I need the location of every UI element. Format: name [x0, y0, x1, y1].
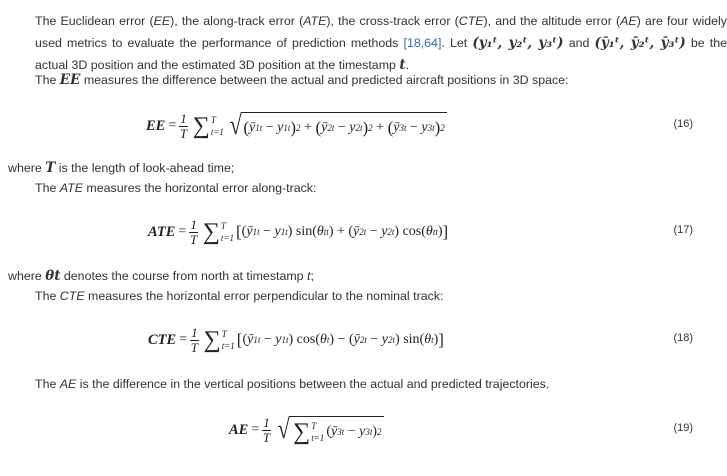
summation: ∑ T t=1 — [202, 219, 234, 245]
fraction: $\frac{1}{T}$ — [262, 414, 271, 445]
equation-lhs: AE — [229, 421, 249, 438]
citation-link[interactable]: [18,64] — [403, 36, 442, 50]
equation-16 — [0, 106, 711, 146]
theta-symbol: θt — [45, 268, 61, 284]
text: is the difference in the vertical positions between the actual and predicted trajectories. — [76, 377, 550, 391]
actual-position-math: (y₁ᵗ, y₂ᵗ, y₃ᵗ) — [472, 35, 564, 51]
text: where — [8, 161, 46, 175]
abbr-cte: CTE — [458, 14, 484, 28]
square-root: √ ∑ T t=1 ( ȳ 3 t − y 3 t ) 2 — [277, 414, 382, 445]
text: be the actual 3D position and the estimated 3D position at the timestamp — [35, 36, 727, 72]
equation-17 — [0, 212, 711, 252]
summation: ∑ T t=1 — [203, 327, 235, 353]
where-theta-line — [8, 266, 314, 286]
text: where — [8, 269, 46, 283]
abbr-ee: EE — [153, 14, 171, 28]
T-symbol: T — [45, 160, 56, 176]
text: ), and the altitude error ( — [483, 14, 621, 28]
text: ) are four widely used metrics to evaluate the performance of prediction methods — [35, 14, 727, 50]
abbr-ae: AE — [620, 14, 637, 28]
text: The — [35, 289, 60, 303]
ee-symbol: EE — [59, 72, 81, 88]
equation-lhs: EE — [146, 117, 166, 134]
equation-body: ATE = $\frac{1}{T}$ ∑ T t=1 [ ( ȳ 1 t − y 1 t ) sin( θ t t ) + ( ȳ 2 t − y 2 t ) cos( θ t t ) ] — [148, 216, 449, 247]
estimated-position-math: (ȳ₁ᵗ, ȳ₂ᵗ, ȳ₃ᵗ) — [594, 35, 686, 51]
summation: ∑ T t=1 — [192, 113, 224, 139]
equation-18 — [0, 320, 711, 360]
ate-symbol: ATE — [59, 181, 83, 195]
text: The — [35, 181, 60, 195]
fraction: $\frac{1}{T}$ — [179, 110, 188, 141]
cte-symbol: CTE — [59, 289, 85, 303]
ae-definition — [35, 374, 549, 394]
text: The — [35, 73, 60, 87]
equation-body: AE = $\frac{1}{T}$ √ ∑ T t=1 ( ȳ 3 t − y 3 t ) 2 — [229, 414, 382, 445]
text: measures the horizontal error perpendicular to the nominal track: — [84, 289, 444, 303]
intro-paragraph — [8, 10, 727, 76]
equation-19 — [0, 410, 711, 450]
equation-number: (16) — [673, 118, 693, 130]
text: . Let — [441, 36, 473, 50]
fraction: $\frac{1}{T}$ — [190, 324, 198, 355]
text: The Euclidean error ( — [35, 14, 154, 28]
ate-definition — [35, 178, 316, 198]
text: denotes the course from north at timestamp — [60, 269, 308, 283]
where-T-line — [8, 158, 234, 178]
equation-lhs: ATE — [148, 223, 176, 240]
ee-definition — [35, 70, 569, 90]
square-root: √ ( ȳ 1 t − y 1 t ) 2 + ( ȳ 2 t − y 2 t ) 2 + ( ȳ 3 t − y 3 t ) 2 — [229, 110, 445, 141]
text: ), the cross-track error ( — [326, 14, 459, 28]
abbr-ate: ATE — [303, 14, 327, 28]
t-symbol: t — [307, 269, 311, 283]
timestamp-math: t — [399, 57, 406, 73]
text: . — [405, 58, 410, 72]
equation-number: (19) — [673, 422, 693, 434]
equation-number: (17) — [673, 224, 693, 236]
cte-definition — [35, 286, 443, 306]
equation-body: EE = $\frac{1}{T}$ ∑ T t=1 √ ( ȳ 1 t − y 1 t ) 2 + ( ȳ 2 t − y 2 t ) 2 + ( ȳ 3 t − y 3 t ) 2 — [146, 110, 445, 141]
equation-body: CTE = $\frac{1}{T}$ ∑ T t=1 [ ( ȳ 1 t − y 1 t ) cos( θ t ) − ( ȳ 2 t − y 2 t ) sin( θ t ) ] — [148, 324, 444, 355]
equation-number: (18) — [673, 332, 693, 344]
text: The — [35, 377, 60, 391]
equation-lhs: CTE — [148, 331, 177, 348]
text: measures the horizontal error along-track: — [82, 181, 317, 195]
summation: ∑ T t=1 — [293, 419, 325, 445]
text: ), the along-track error ( — [170, 14, 304, 28]
text: ; — [310, 269, 314, 283]
text: is the length of look-ahead time; — [55, 161, 235, 175]
ae-symbol: AE — [59, 377, 77, 391]
text: measures the difference between the actual and predicted aircraft positions in 3D space: — [80, 73, 569, 87]
fraction: $\frac{1}{T}$ — [189, 216, 198, 247]
text: and — [563, 36, 595, 50]
